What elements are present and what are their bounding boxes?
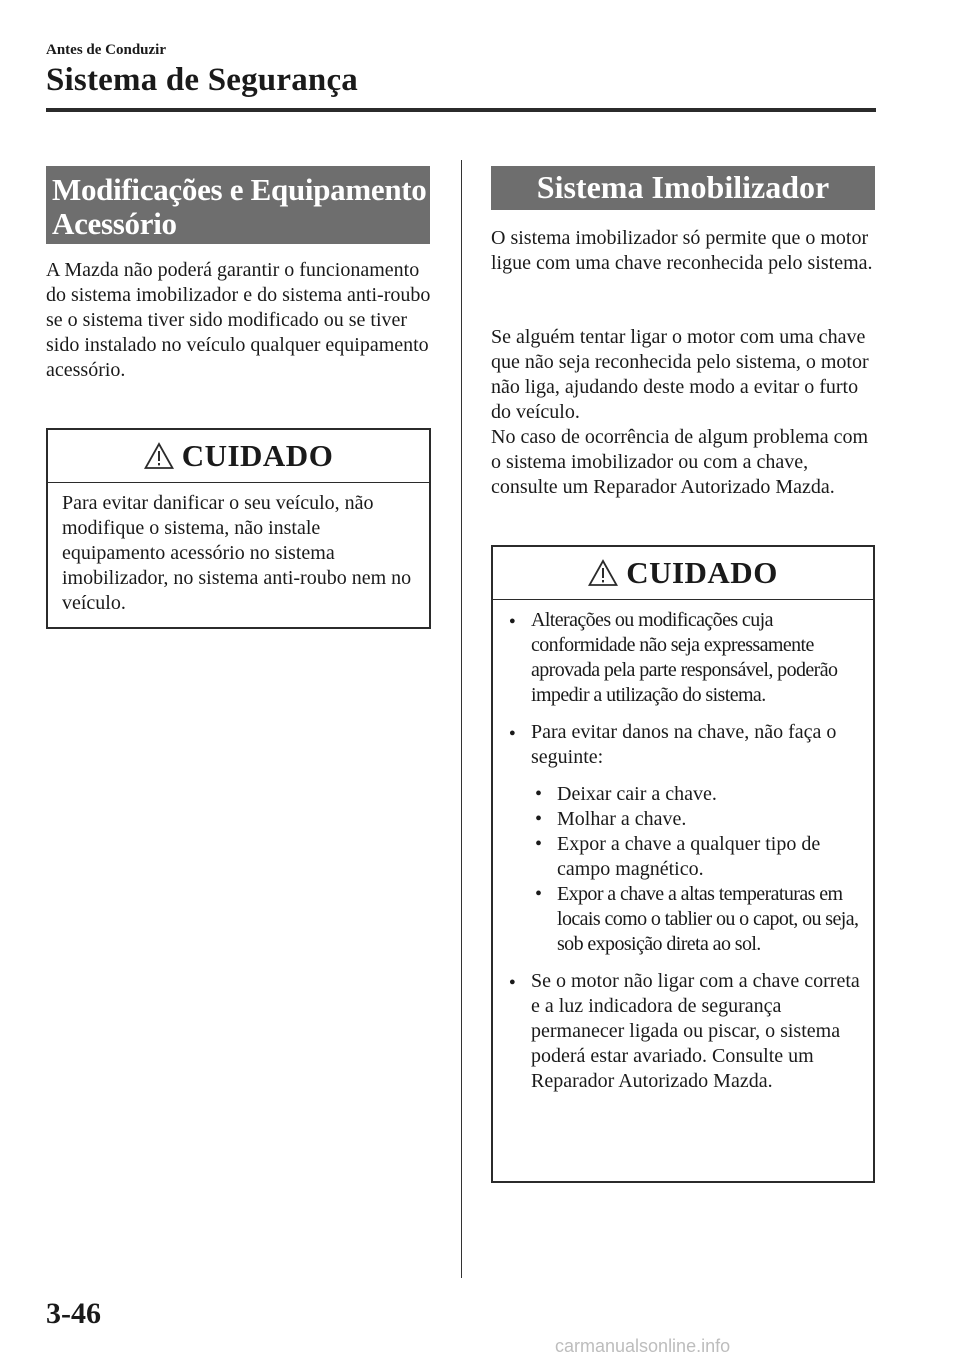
- caution-header: [48, 430, 429, 483]
- heading-immobilizer: Sistema Imobilizador: [491, 166, 875, 210]
- header-rule: [46, 108, 876, 112]
- heading-modifications-line1: Modificações e Equipamento: [52, 172, 427, 207]
- heading-modifications: [46, 166, 430, 244]
- immobilizer-paragraph-2-group: [491, 325, 876, 500]
- sub-item-drop-key: • Deixar cair a chave.: [531, 782, 865, 807]
- caution-list: [493, 600, 873, 1094]
- caution-label: CUIDADO: [181, 438, 334, 473]
- heading-modifications-line2: Acessório: [52, 206, 177, 241]
- section-title: Sistema de Segurança: [46, 62, 358, 98]
- caution-header: [493, 547, 873, 600]
- column-divider: [461, 160, 462, 1278]
- modifications-paragraph: A Mazda não poderá garantir o funcionamento do sistema imobilizador e do sistema anti-roubo se o sistema tiver sido modificado ou se tiver sido instalado no veículo qualquer equipamento acessório.: [46, 259, 431, 381]
- warning-triangle-icon: [588, 559, 618, 587]
- sub-item-wet-key: • Molhar a chave.: [531, 807, 865, 832]
- immobilizer-paragraph-2: Se alguém tentar ligar o motor com uma chave que não seja reconhecida pelo sistema, o motor não liga, ajudando deste modo a evitar o furto do veículo.: [491, 326, 869, 423]
- warning-triangle-icon: [144, 442, 174, 470]
- caution-text: Para evitar danificar o seu veículo, não modifique o sistema, não instale equipamento acessório no sistema imobilizador, no sistema anti-roubo nem no veículo.: [62, 492, 412, 614]
- watermark: carmanualsonline.info: [555, 1336, 731, 1356]
- immobilizer-paragraph-3: No caso de ocorrência de algum problema com o sistema imobilizador ou com a chave, consulte um Reparador Autorizado Mazda.: [491, 426, 869, 498]
- caution-bullet-failure: ● Se o motor não ligar com a chave correta e a luz indicadora de segurança permanecer ligada ou piscar, o sistema poderá estar avariado. Consulte um Reparador Autorizado Mazda.: [507, 969, 865, 1094]
- caution-bullet-modifications: ● Alterações ou modificações cuja conformidade não seja expressamente aprovada pela parte responsável, poderão impedir a utilização do sistema.: [507, 608, 865, 708]
- sub-item-magnetic: • Expor a chave a qualquer tipo de campo magnético.: [531, 832, 865, 882]
- caution-box-modifications: [46, 428, 431, 629]
- key-damage-sublist: [531, 782, 865, 957]
- caution-box-immobilizer: [491, 545, 875, 1183]
- immobilizer-paragraph-1: O sistema imobilizador só permite que o motor ligue com uma chave reconhecida pelo sistema.: [491, 227, 873, 274]
- chapter-label: Antes de Conduzir: [46, 42, 167, 58]
- caution-label: CUIDADO: [626, 555, 778, 590]
- page-number: 3-46: [46, 1297, 101, 1330]
- sub-item-heat: • Expor a chave a altas temperaturas em locais como o tablier ou o capot, ou seja, sob exposição direta ao sol.: [531, 882, 865, 957]
- caution-bullet-key-damage: ● Para evitar danos na chave, não faça o seguinte: • Deixar cair a chave. • Molhar a chave. • Expor a chave a qualquer tipo de campo magnético. • Expor a chave a altas temperaturas em locais como o tablier ou o capot, ou seja, sob exposição direta ao sol.: [507, 720, 865, 957]
